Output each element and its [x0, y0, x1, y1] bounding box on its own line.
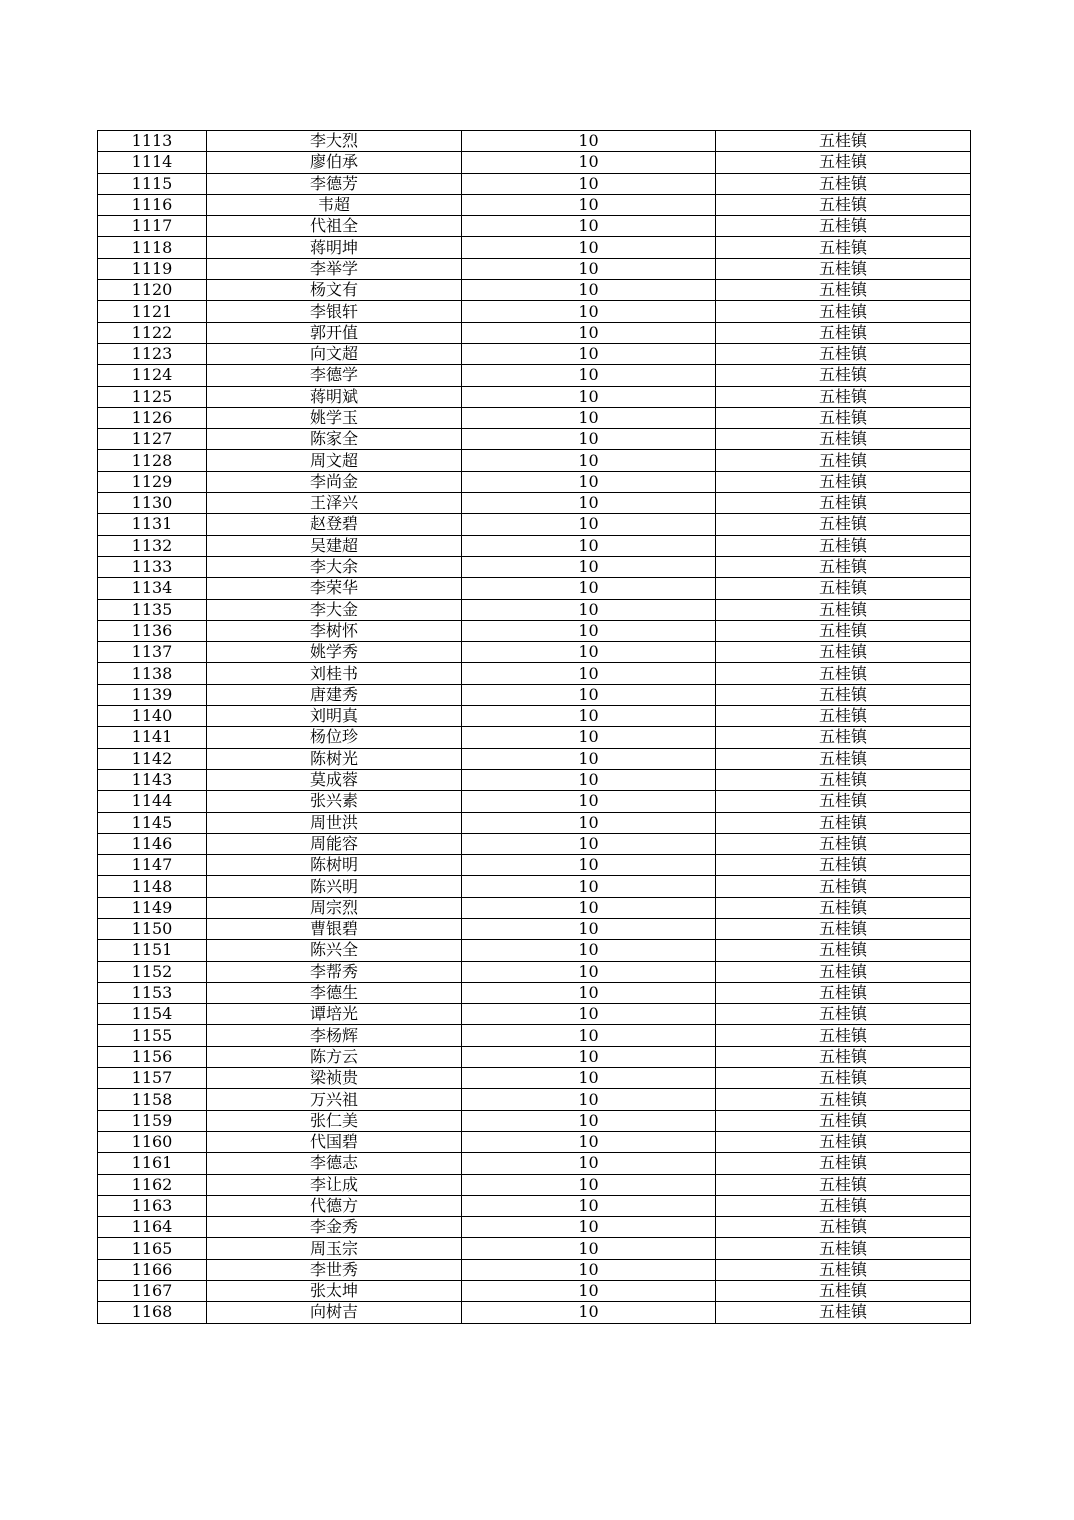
row-number-cell: 1164	[98, 1217, 207, 1238]
amount-cell: 10	[462, 1110, 716, 1131]
row-number-cell: 1128	[98, 450, 207, 471]
town-cell: 五桂镇	[716, 1110, 971, 1131]
row-number-cell: 1159	[98, 1110, 207, 1131]
table-row	[98, 386, 971, 407]
name-cell: 李银轩	[207, 301, 462, 322]
table-row	[98, 1004, 971, 1025]
town-cell: 五桂镇	[716, 322, 971, 343]
amount-cell: 10	[462, 1153, 716, 1174]
town-cell: 五桂镇	[716, 1281, 971, 1302]
row-number-cell: 1130	[98, 493, 207, 514]
row-number-cell: 1137	[98, 642, 207, 663]
table-row	[98, 961, 971, 982]
name-cell: 刘明真	[207, 706, 462, 727]
name-cell: 向文超	[207, 343, 462, 364]
amount-cell: 10	[462, 556, 716, 577]
row-number-cell: 1129	[98, 471, 207, 492]
row-number-cell: 1143	[98, 769, 207, 790]
row-number-cell: 1122	[98, 322, 207, 343]
row-number-cell: 1157	[98, 1068, 207, 1089]
town-cell: 五桂镇	[716, 429, 971, 450]
amount-cell: 10	[462, 982, 716, 1003]
amount-cell: 10	[462, 812, 716, 833]
amount-cell: 10	[462, 471, 716, 492]
amount-cell: 10	[462, 1174, 716, 1195]
table-row	[98, 493, 971, 514]
row-number-cell: 1141	[98, 727, 207, 748]
amount-cell: 10	[462, 791, 716, 812]
amount-cell: 10	[462, 194, 716, 215]
town-cell: 五桂镇	[716, 535, 971, 556]
table-row	[98, 194, 971, 215]
row-number-cell: 1131	[98, 514, 207, 535]
amount-cell: 10	[462, 343, 716, 364]
amount-cell: 10	[462, 620, 716, 641]
amount-cell: 10	[462, 663, 716, 684]
town-cell: 五桂镇	[716, 386, 971, 407]
table-row	[98, 216, 971, 237]
table-row	[98, 535, 971, 556]
name-cell: 杨位珍	[207, 727, 462, 748]
table-row	[98, 131, 971, 152]
amount-cell: 10	[462, 748, 716, 769]
amount-cell: 10	[462, 642, 716, 663]
town-cell: 五桂镇	[716, 982, 971, 1003]
amount-cell: 10	[462, 1004, 716, 1025]
row-number-cell: 1133	[98, 556, 207, 577]
name-cell: 向树吉	[207, 1302, 462, 1323]
amount-cell: 10	[462, 131, 716, 152]
amount-cell: 10	[462, 173, 716, 194]
town-cell: 五桂镇	[716, 918, 971, 939]
table-row	[98, 940, 971, 961]
town-cell: 五桂镇	[716, 1153, 971, 1174]
name-cell: 陈方云	[207, 1046, 462, 1067]
town-cell: 五桂镇	[716, 1259, 971, 1280]
row-number-cell: 1117	[98, 216, 207, 237]
town-cell: 五桂镇	[716, 812, 971, 833]
table-row	[98, 1259, 971, 1280]
amount-cell: 10	[462, 1281, 716, 1302]
name-cell: 李大余	[207, 556, 462, 577]
town-cell: 五桂镇	[716, 450, 971, 471]
row-number-cell: 1144	[98, 791, 207, 812]
town-cell: 五桂镇	[716, 258, 971, 279]
name-cell: 韦超	[207, 194, 462, 215]
table-row	[98, 876, 971, 897]
town-cell: 五桂镇	[716, 1302, 971, 1323]
row-number-cell: 1139	[98, 684, 207, 705]
name-cell: 陈家全	[207, 429, 462, 450]
row-number-cell: 1166	[98, 1259, 207, 1280]
town-cell: 五桂镇	[716, 131, 971, 152]
amount-cell: 10	[462, 216, 716, 237]
table-row	[98, 1110, 971, 1131]
row-number-cell: 1160	[98, 1131, 207, 1152]
row-number-cell: 1151	[98, 940, 207, 961]
name-cell: 李世秀	[207, 1259, 462, 1280]
row-number-cell: 1161	[98, 1153, 207, 1174]
town-cell: 五桂镇	[716, 791, 971, 812]
record-table-body	[98, 131, 971, 1324]
name-cell: 李荣华	[207, 578, 462, 599]
table-row	[98, 1281, 971, 1302]
table-row	[98, 706, 971, 727]
table-row	[98, 684, 971, 705]
amount-cell: 10	[462, 1131, 716, 1152]
town-cell: 五桂镇	[716, 1004, 971, 1025]
name-cell: 刘桂书	[207, 663, 462, 684]
table-row	[98, 556, 971, 577]
town-cell: 五桂镇	[716, 173, 971, 194]
name-cell: 代祖全	[207, 216, 462, 237]
row-number-cell: 1119	[98, 258, 207, 279]
name-cell: 杨文有	[207, 280, 462, 301]
name-cell: 李举学	[207, 258, 462, 279]
name-cell: 李德生	[207, 982, 462, 1003]
name-cell: 代德方	[207, 1195, 462, 1216]
row-number-cell: 1124	[98, 365, 207, 386]
town-cell: 五桂镇	[716, 1068, 971, 1089]
table-row	[98, 897, 971, 918]
name-cell: 李大金	[207, 599, 462, 620]
amount-cell: 10	[462, 918, 716, 939]
amount-cell: 10	[462, 280, 716, 301]
town-cell: 五桂镇	[716, 194, 971, 215]
row-number-cell: 1116	[98, 194, 207, 215]
table-row	[98, 1025, 971, 1046]
town-cell: 五桂镇	[716, 152, 971, 173]
table-row	[98, 769, 971, 790]
name-cell: 代国碧	[207, 1131, 462, 1152]
row-number-cell: 1154	[98, 1004, 207, 1025]
name-cell: 周能容	[207, 833, 462, 854]
name-cell: 周玉宗	[207, 1238, 462, 1259]
name-cell: 李尚金	[207, 471, 462, 492]
amount-cell: 10	[462, 1068, 716, 1089]
name-cell: 陈树明	[207, 855, 462, 876]
town-cell: 五桂镇	[716, 897, 971, 918]
name-cell: 周文超	[207, 450, 462, 471]
amount-cell: 10	[462, 322, 716, 343]
town-cell: 五桂镇	[716, 280, 971, 301]
amount-cell: 10	[462, 1259, 716, 1280]
amount-cell: 10	[462, 1195, 716, 1216]
town-cell: 五桂镇	[716, 961, 971, 982]
town-cell: 五桂镇	[716, 663, 971, 684]
amount-cell: 10	[462, 535, 716, 556]
name-cell: 李帮秀	[207, 961, 462, 982]
name-cell: 曹银碧	[207, 918, 462, 939]
name-cell: 唐建秀	[207, 684, 462, 705]
row-number-cell: 1123	[98, 343, 207, 364]
amount-cell: 10	[462, 961, 716, 982]
row-number-cell: 1162	[98, 1174, 207, 1195]
town-cell: 五桂镇	[716, 514, 971, 535]
table-row	[98, 514, 971, 535]
row-number-cell: 1114	[98, 152, 207, 173]
amount-cell: 10	[462, 833, 716, 854]
amount-cell: 10	[462, 365, 716, 386]
name-cell: 谭培光	[207, 1004, 462, 1025]
town-cell: 五桂镇	[716, 642, 971, 663]
town-cell: 五桂镇	[716, 1046, 971, 1067]
town-cell: 五桂镇	[716, 833, 971, 854]
name-cell: 张太坤	[207, 1281, 462, 1302]
row-number-cell: 1136	[98, 620, 207, 641]
row-number-cell: 1121	[98, 301, 207, 322]
town-cell: 五桂镇	[716, 620, 971, 641]
amount-cell: 10	[462, 578, 716, 599]
amount-cell: 10	[462, 1089, 716, 1110]
amount-cell: 10	[462, 301, 716, 322]
table-row	[98, 599, 971, 620]
table-row	[98, 1131, 971, 1152]
name-cell: 赵登碧	[207, 514, 462, 535]
table-row	[98, 258, 971, 279]
row-number-cell: 1148	[98, 876, 207, 897]
row-number-cell: 1153	[98, 982, 207, 1003]
name-cell: 李树怀	[207, 620, 462, 641]
town-cell: 五桂镇	[716, 471, 971, 492]
name-cell: 李杨辉	[207, 1025, 462, 1046]
row-number-cell: 1113	[98, 131, 207, 152]
table-row	[98, 1238, 971, 1259]
row-number-cell: 1132	[98, 535, 207, 556]
name-cell: 姚学秀	[207, 642, 462, 663]
table-row	[98, 578, 971, 599]
name-cell: 蒋明坤	[207, 237, 462, 258]
town-cell: 五桂镇	[716, 940, 971, 961]
row-number-cell: 1142	[98, 748, 207, 769]
row-number-cell: 1145	[98, 812, 207, 833]
amount-cell: 10	[462, 514, 716, 535]
table-row	[98, 1195, 971, 1216]
row-number-cell: 1115	[98, 173, 207, 194]
amount-cell: 10	[462, 706, 716, 727]
name-cell: 郭开值	[207, 322, 462, 343]
table-row	[98, 642, 971, 663]
amount-cell: 10	[462, 727, 716, 748]
table-row	[98, 173, 971, 194]
town-cell: 五桂镇	[716, 556, 971, 577]
table-row	[98, 727, 971, 748]
town-cell: 五桂镇	[716, 343, 971, 364]
row-number-cell: 1155	[98, 1025, 207, 1046]
town-cell: 五桂镇	[716, 855, 971, 876]
amount-cell: 10	[462, 1217, 716, 1238]
row-number-cell: 1135	[98, 599, 207, 620]
row-number-cell: 1138	[98, 663, 207, 684]
record-table	[97, 130, 971, 1324]
table-row	[98, 1174, 971, 1195]
row-number-cell: 1168	[98, 1302, 207, 1323]
name-cell: 蒋明斌	[207, 386, 462, 407]
town-cell: 五桂镇	[716, 1238, 971, 1259]
table-row	[98, 322, 971, 343]
table-row	[98, 1046, 971, 1067]
name-cell: 李德志	[207, 1153, 462, 1174]
table-row	[98, 748, 971, 769]
row-number-cell: 1147	[98, 855, 207, 876]
amount-cell: 10	[462, 152, 716, 173]
town-cell: 五桂镇	[716, 727, 971, 748]
row-number-cell: 1146	[98, 833, 207, 854]
name-cell: 李让成	[207, 1174, 462, 1195]
table-row	[98, 812, 971, 833]
table-row	[98, 365, 971, 386]
row-number-cell: 1125	[98, 386, 207, 407]
name-cell: 李德学	[207, 365, 462, 386]
name-cell: 李金秀	[207, 1217, 462, 1238]
table-row	[98, 343, 971, 364]
amount-cell: 10	[462, 684, 716, 705]
table-row	[98, 1068, 971, 1089]
town-cell: 五桂镇	[716, 301, 971, 322]
name-cell: 廖伯承	[207, 152, 462, 173]
town-cell: 五桂镇	[716, 578, 971, 599]
amount-cell: 10	[462, 876, 716, 897]
table-row	[98, 152, 971, 173]
amount-cell: 10	[462, 897, 716, 918]
row-number-cell: 1156	[98, 1046, 207, 1067]
town-cell: 五桂镇	[716, 1025, 971, 1046]
amount-cell: 10	[462, 1025, 716, 1046]
town-cell: 五桂镇	[716, 748, 971, 769]
amount-cell: 10	[462, 493, 716, 514]
town-cell: 五桂镇	[716, 599, 971, 620]
town-cell: 五桂镇	[716, 706, 971, 727]
name-cell: 陈树光	[207, 748, 462, 769]
name-cell: 张兴素	[207, 791, 462, 812]
name-cell: 周世洪	[207, 812, 462, 833]
amount-cell: 10	[462, 940, 716, 961]
row-number-cell: 1127	[98, 429, 207, 450]
table-row	[98, 833, 971, 854]
table-row	[98, 663, 971, 684]
town-cell: 五桂镇	[716, 1174, 971, 1195]
table-row	[98, 791, 971, 812]
amount-cell: 10	[462, 769, 716, 790]
table-row	[98, 280, 971, 301]
table-row	[98, 450, 971, 471]
table-row	[98, 1153, 971, 1174]
table-row	[98, 1089, 971, 1110]
town-cell: 五桂镇	[716, 365, 971, 386]
name-cell: 李德芳	[207, 173, 462, 194]
row-number-cell: 1118	[98, 237, 207, 258]
town-cell: 五桂镇	[716, 1131, 971, 1152]
row-number-cell: 1152	[98, 961, 207, 982]
table-row	[98, 855, 971, 876]
row-number-cell: 1134	[98, 578, 207, 599]
amount-cell: 10	[462, 1046, 716, 1067]
amount-cell: 10	[462, 855, 716, 876]
name-cell: 吴建超	[207, 535, 462, 556]
table-row	[98, 620, 971, 641]
row-number-cell: 1165	[98, 1238, 207, 1259]
amount-cell: 10	[462, 450, 716, 471]
amount-cell: 10	[462, 258, 716, 279]
table-row	[98, 1217, 971, 1238]
name-cell: 陈兴全	[207, 940, 462, 961]
name-cell: 李大烈	[207, 131, 462, 152]
table-row	[98, 301, 971, 322]
table-row	[98, 1302, 971, 1323]
town-cell: 五桂镇	[716, 493, 971, 514]
row-number-cell: 1167	[98, 1281, 207, 1302]
amount-cell: 10	[462, 237, 716, 258]
table-row	[98, 918, 971, 939]
table-row	[98, 982, 971, 1003]
name-cell: 周宗烈	[207, 897, 462, 918]
table-row	[98, 407, 971, 428]
name-cell: 王泽兴	[207, 493, 462, 514]
town-cell: 五桂镇	[716, 407, 971, 428]
row-number-cell: 1163	[98, 1195, 207, 1216]
row-number-cell: 1140	[98, 706, 207, 727]
amount-cell: 10	[462, 1238, 716, 1259]
town-cell: 五桂镇	[716, 769, 971, 790]
town-cell: 五桂镇	[716, 216, 971, 237]
town-cell: 五桂镇	[716, 1089, 971, 1110]
table-row	[98, 471, 971, 492]
name-cell: 万兴祖	[207, 1089, 462, 1110]
name-cell: 莫成蓉	[207, 769, 462, 790]
town-cell: 五桂镇	[716, 876, 971, 897]
town-cell: 五桂镇	[716, 684, 971, 705]
town-cell: 五桂镇	[716, 1217, 971, 1238]
table-row	[98, 237, 971, 258]
row-number-cell: 1120	[98, 280, 207, 301]
name-cell: 姚学玉	[207, 407, 462, 428]
town-cell: 五桂镇	[716, 1195, 971, 1216]
name-cell: 梁祯贵	[207, 1068, 462, 1089]
table-row	[98, 429, 971, 450]
row-number-cell: 1149	[98, 897, 207, 918]
row-number-cell: 1158	[98, 1089, 207, 1110]
amount-cell: 10	[462, 1302, 716, 1323]
amount-cell: 10	[462, 429, 716, 450]
name-cell: 陈兴明	[207, 876, 462, 897]
amount-cell: 10	[462, 386, 716, 407]
town-cell: 五桂镇	[716, 237, 971, 258]
amount-cell: 10	[462, 407, 716, 428]
row-number-cell: 1150	[98, 918, 207, 939]
amount-cell: 10	[462, 599, 716, 620]
row-number-cell: 1126	[98, 407, 207, 428]
name-cell: 张仁美	[207, 1110, 462, 1131]
